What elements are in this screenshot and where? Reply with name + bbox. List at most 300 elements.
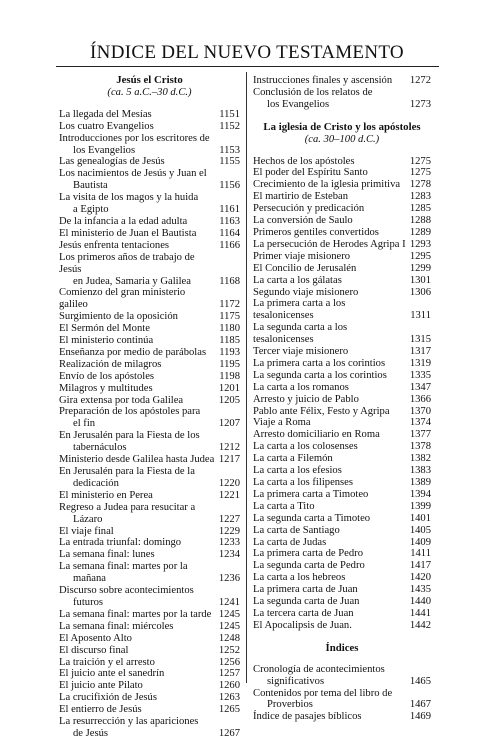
entry-title bbox=[59, 240, 169, 252]
entry-title-continuation: Proverbios bbox=[267, 699, 313, 711]
entry-title-line: La conversión de Saulo bbox=[253, 215, 353, 227]
page-number: 1252 bbox=[218, 644, 240, 656]
entry-title bbox=[59, 216, 187, 228]
toc-entry bbox=[59, 323, 240, 335]
entry-title-continuation: mañana bbox=[73, 573, 106, 585]
entry-title-line: La carta a Filemón bbox=[253, 453, 333, 465]
toc-entry bbox=[253, 203, 431, 215]
page-number: 1467 bbox=[409, 699, 431, 711]
toc-entry bbox=[253, 711, 431, 723]
page-number: 1233 bbox=[218, 537, 240, 549]
entry-title bbox=[253, 620, 352, 632]
entry-title-line: Realización de milagros bbox=[59, 358, 162, 370]
toc-entry bbox=[253, 239, 431, 251]
entry-title bbox=[59, 371, 154, 383]
page-number: 1394 bbox=[409, 488, 431, 500]
entry-title bbox=[59, 252, 215, 288]
entry-title bbox=[59, 621, 173, 633]
entry-title-line: El Apocalipsis de Juan. bbox=[253, 619, 352, 631]
entry-title-line: Cronología de acontecimientos bbox=[253, 663, 385, 675]
toc-entry bbox=[253, 346, 431, 358]
entry-title bbox=[253, 453, 333, 465]
page-number: 1295 bbox=[409, 250, 431, 262]
toc-entry bbox=[59, 383, 240, 395]
entry-title bbox=[253, 711, 362, 723]
entry-title bbox=[253, 215, 353, 227]
page-number: 1156 bbox=[219, 180, 240, 192]
toc-entry bbox=[59, 406, 240, 430]
entry-title-line: La crucifixión de Jesús bbox=[59, 692, 157, 704]
entry-title bbox=[253, 251, 350, 263]
entry-title bbox=[59, 502, 195, 526]
entry-title bbox=[253, 167, 368, 179]
entry-title-line: Surgimiento de la oposición bbox=[59, 311, 178, 323]
page-number: 1166 bbox=[219, 239, 240, 251]
entry-title-line: La entrada triunfal: domingo bbox=[59, 537, 182, 549]
toc-entry bbox=[253, 382, 431, 394]
entry-title-line: Gira extensa por toda Galilea bbox=[59, 394, 184, 406]
toc-entry bbox=[253, 87, 431, 111]
entry-title bbox=[253, 429, 380, 441]
entry-title-line: Jesús enfrenta tentaciones bbox=[59, 239, 170, 251]
page-number: 1217 bbox=[218, 454, 240, 466]
toc-entry bbox=[253, 596, 431, 608]
toc-entry bbox=[253, 513, 431, 525]
toc-entry bbox=[253, 251, 431, 263]
page-number: 1152 bbox=[219, 120, 240, 132]
toc-entry bbox=[253, 263, 431, 275]
entry-title-continuation: a Egipto bbox=[73, 204, 109, 216]
page-number: 1263 bbox=[218, 692, 240, 704]
entry-title bbox=[253, 477, 353, 489]
entry-title bbox=[253, 465, 342, 477]
toc-entry bbox=[59, 502, 240, 526]
toc-entry bbox=[59, 168, 240, 192]
page-number: 1153 bbox=[219, 144, 240, 156]
toc-entry bbox=[59, 192, 240, 216]
entry-title bbox=[59, 430, 200, 454]
entry-title bbox=[59, 585, 194, 609]
entry-title bbox=[253, 75, 392, 87]
page-number: 1289 bbox=[409, 226, 431, 238]
page-number: 1195 bbox=[219, 358, 240, 370]
entry-title-line: El martirio de Esteban bbox=[253, 191, 349, 203]
entry-title-line: Arresto y juicio de Pablo bbox=[253, 393, 359, 405]
entry-title bbox=[59, 549, 155, 561]
page-number: 1273 bbox=[409, 98, 431, 110]
page-number: 1193 bbox=[219, 346, 240, 358]
entry-title-line: Milagros y multitudes bbox=[59, 382, 153, 394]
toc-entry bbox=[59, 680, 240, 692]
entry-title bbox=[59, 192, 198, 216]
entry-title bbox=[59, 133, 210, 157]
entry-title-line: La persecución de Herodes Agripa I bbox=[253, 238, 406, 250]
entry-title-line: La carta a los filipenses bbox=[253, 477, 354, 488]
toc-entry bbox=[59, 121, 240, 133]
toc-entry bbox=[59, 657, 240, 669]
page-number: 1315 bbox=[409, 334, 431, 346]
entry-title bbox=[59, 490, 153, 502]
page-number: 1335 bbox=[409, 369, 431, 381]
entry-title bbox=[59, 406, 200, 430]
entry-title bbox=[59, 466, 195, 490]
entry-title-line: Índice de pasajes bíblicos bbox=[253, 711, 362, 723]
page-number: 1311 bbox=[410, 310, 431, 322]
right-column bbox=[253, 75, 431, 723]
entry-title bbox=[59, 335, 153, 347]
entry-title bbox=[253, 382, 349, 394]
entry-title bbox=[59, 156, 165, 168]
entry-title-line: El discurso final bbox=[59, 644, 129, 656]
entry-title bbox=[253, 322, 406, 346]
entry-title-line: Conclusión de los relatos de bbox=[253, 86, 373, 98]
toc-entry bbox=[59, 430, 240, 454]
entry-title-line: La semana final: lunes bbox=[59, 549, 155, 561]
entry-title bbox=[59, 526, 114, 538]
entry-title bbox=[59, 287, 215, 311]
page-number: 1257 bbox=[218, 668, 240, 680]
entry-title-line: El ministerio continúa bbox=[59, 335, 154, 347]
page-number: 1399 bbox=[409, 500, 431, 512]
page-number: 1299 bbox=[409, 262, 431, 274]
toc-entry bbox=[59, 704, 240, 716]
entry-title-continuation: significativos bbox=[267, 675, 325, 687]
entry-title-line: El entierro de Jesús bbox=[59, 704, 142, 716]
toc-entry bbox=[253, 156, 431, 168]
entry-list-continued bbox=[253, 75, 431, 111]
section-heading-indices: Índices bbox=[325, 641, 359, 654]
entry-title bbox=[253, 156, 355, 168]
toc-entry bbox=[59, 287, 240, 311]
entry-title-continuation: los Evangelios bbox=[73, 144, 136, 156]
column-divider bbox=[246, 72, 247, 683]
page-number: 1465 bbox=[409, 675, 431, 687]
entry-title-line: En Jerusalén para la Fiesta de los bbox=[59, 430, 200, 442]
toc-entry bbox=[253, 227, 431, 239]
toc-entry bbox=[253, 275, 431, 287]
entry-title bbox=[253, 287, 358, 299]
entry-title-line: La segunda carta a los corintios bbox=[253, 369, 387, 381]
toc-entry bbox=[59, 490, 240, 502]
entry-title bbox=[253, 525, 340, 537]
page-number: 1306 bbox=[409, 286, 431, 298]
entry-title bbox=[59, 668, 164, 680]
entry-title-line: Los primeros años de trabajo de Jesús bbox=[59, 251, 195, 275]
page-number: 1405 bbox=[409, 524, 431, 536]
entry-title-line: El Sermón del Monte bbox=[59, 323, 150, 335]
page-number: 1248 bbox=[218, 632, 240, 644]
entry-title-line: La visita de los magos y la huida bbox=[59, 192, 199, 204]
entry-title bbox=[253, 298, 406, 322]
toc-entry bbox=[253, 688, 431, 712]
toc-entry bbox=[59, 133, 240, 157]
entry-title bbox=[253, 572, 345, 584]
entry-title bbox=[253, 664, 385, 688]
entry-title-continuation: dedicación bbox=[73, 477, 119, 489]
entry-title-line: El Concilio de Jerusalén bbox=[253, 262, 357, 274]
entry-title bbox=[59, 657, 155, 669]
toc-entry bbox=[59, 645, 240, 657]
page-number: 1411 bbox=[410, 548, 431, 560]
entry-title-line: Viaje a Roma bbox=[253, 417, 311, 429]
entry-title bbox=[253, 203, 364, 215]
entry-title-line: La carta a los colosenses bbox=[253, 441, 358, 453]
entry-list-indices bbox=[253, 664, 431, 724]
toc-entry bbox=[253, 477, 431, 489]
entry-title bbox=[59, 454, 214, 466]
page-number: 1161 bbox=[219, 204, 240, 216]
page-number: 1265 bbox=[218, 704, 240, 716]
entry-title bbox=[253, 417, 311, 429]
toc-entry bbox=[253, 215, 431, 227]
left-column bbox=[59, 75, 240, 740]
page-number: 1370 bbox=[409, 405, 431, 417]
entry-title bbox=[59, 645, 128, 657]
toc-entry bbox=[253, 548, 431, 560]
toc-entry bbox=[59, 311, 240, 323]
page-number: 1378 bbox=[409, 441, 431, 453]
entry-title-line: En Jerusalén para la Fiesta de la bbox=[59, 466, 195, 477]
page-number: 1245 bbox=[218, 608, 240, 620]
entry-title-line: La llegada del Mesías bbox=[59, 108, 152, 120]
entry-title-line: La segunda carta a los tesalonicenses bbox=[253, 322, 348, 346]
toc-entry bbox=[253, 664, 431, 688]
entry-title-line: La primera carta a Timoteo bbox=[253, 488, 369, 500]
page-number: 1401 bbox=[409, 512, 431, 524]
entry-title bbox=[59, 121, 154, 133]
entry-title bbox=[59, 692, 157, 704]
entry-title-line: Segundo viaje misionero bbox=[253, 286, 359, 298]
page-number: 1267 bbox=[218, 727, 240, 739]
entry-title bbox=[253, 346, 348, 358]
entry-title-line: La segunda carta a Timoteo bbox=[253, 512, 371, 524]
page-number: 1374 bbox=[409, 417, 431, 429]
entry-title bbox=[59, 680, 143, 692]
page-number: 1293 bbox=[409, 238, 431, 250]
toc-entry bbox=[59, 585, 240, 609]
entry-title bbox=[253, 441, 358, 453]
title-rule bbox=[56, 66, 439, 67]
entry-title-continuation: Lázaro bbox=[73, 513, 103, 525]
toc-entry bbox=[253, 572, 431, 584]
page-number: 1382 bbox=[409, 453, 431, 465]
toc-entry bbox=[59, 466, 240, 490]
entry-title-line: La primera carta a los corintios bbox=[253, 357, 386, 369]
toc-entry bbox=[59, 454, 240, 466]
entry-title bbox=[253, 584, 358, 596]
toc-entry bbox=[59, 668, 240, 680]
page-number: 1317 bbox=[409, 346, 431, 358]
toc-entry bbox=[253, 584, 431, 596]
entry-title bbox=[59, 561, 188, 585]
toc-entry bbox=[59, 716, 240, 740]
entry-title-line: La carta a los romanos bbox=[253, 381, 349, 393]
page-number: 1383 bbox=[409, 465, 431, 477]
toc-entry bbox=[253, 608, 431, 620]
entry-title-line: Pablo ante Félix, Festo y Agripa bbox=[253, 405, 390, 417]
toc-entry bbox=[59, 335, 240, 347]
entry-title-line: La carta de Judas bbox=[253, 536, 327, 548]
entry-title bbox=[253, 263, 356, 275]
page-number: 1201 bbox=[218, 382, 240, 394]
entry-title bbox=[253, 537, 326, 549]
toc-entry bbox=[59, 395, 240, 407]
entry-title bbox=[59, 109, 152, 121]
entry-title bbox=[59, 228, 196, 240]
page-number: 1212 bbox=[218, 442, 240, 454]
entry-title-line: Enseñanza por medio de parábolas bbox=[59, 346, 207, 358]
toc-entry bbox=[253, 525, 431, 537]
page-number: 1185 bbox=[219, 335, 240, 347]
toc-entry bbox=[59, 621, 240, 633]
entry-title bbox=[59, 359, 161, 371]
entry-title bbox=[59, 704, 142, 716]
page-number: 1234 bbox=[218, 549, 240, 561]
toc-entry bbox=[59, 561, 240, 585]
entry-title-line: El juicio ante Pilato bbox=[59, 680, 143, 692]
entry-title-continuation: en Judea, Samaria y Galilea bbox=[73, 275, 191, 287]
toc-entry bbox=[253, 441, 431, 453]
entry-title-line: Regreso a Judea para resucitar a bbox=[59, 501, 196, 513]
entry-title-line: La segunda carta de Juan bbox=[253, 596, 360, 608]
entry-title-line: El ministerio en Perea bbox=[59, 489, 153, 501]
entry-title bbox=[253, 239, 406, 251]
toc-entry bbox=[253, 358, 431, 370]
entry-title bbox=[59, 716, 198, 740]
page-number: 1221 bbox=[218, 489, 240, 501]
entry-title-line: La segunda carta de Pedro bbox=[253, 560, 365, 572]
page-number: 1155 bbox=[219, 156, 240, 168]
page-number: 1435 bbox=[409, 584, 431, 596]
entry-title bbox=[253, 370, 387, 382]
toc-entry bbox=[253, 453, 431, 465]
page-number: 1151 bbox=[219, 108, 240, 120]
page-number: 1163 bbox=[219, 215, 240, 227]
page-number: 1409 bbox=[409, 536, 431, 548]
toc-entry bbox=[59, 109, 240, 121]
entry-title-line: Hechos de los apóstoles bbox=[253, 155, 355, 167]
page-number: 1180 bbox=[219, 323, 240, 335]
entry-title-line: La primera carta de Pedro bbox=[253, 548, 363, 560]
page-number: 1175 bbox=[219, 311, 240, 323]
toc-entry bbox=[253, 465, 431, 477]
page-number: 1164 bbox=[219, 227, 240, 239]
entry-title bbox=[253, 358, 385, 370]
entry-title-line: Ministerio desde Galilea hasta Judea bbox=[59, 454, 215, 466]
entry-title-line: Comienzo del gran ministerio galileo bbox=[59, 287, 186, 311]
toc-entry bbox=[253, 620, 431, 632]
entry-title bbox=[253, 394, 359, 406]
page-number: 1420 bbox=[409, 572, 431, 584]
toc-entry bbox=[59, 692, 240, 704]
entry-title bbox=[253, 191, 348, 203]
entry-title bbox=[59, 347, 206, 359]
entry-title bbox=[59, 633, 132, 645]
entry-title bbox=[59, 311, 178, 323]
entry-title bbox=[253, 489, 368, 501]
entry-title-line: El juicio ante el sanedrín bbox=[59, 668, 165, 680]
page-number: 1260 bbox=[218, 680, 240, 692]
section-heading-church: La iglesia de Cristo y los apóstoles bbox=[263, 120, 421, 133]
entry-title-continuation: de Jesús bbox=[73, 727, 109, 739]
page-number: 1347 bbox=[409, 381, 431, 393]
entry-title bbox=[253, 275, 342, 287]
entry-title-line: Primeros gentiles convertidos bbox=[253, 226, 379, 238]
entry-list-jesus bbox=[59, 109, 240, 740]
entry-title bbox=[253, 87, 372, 111]
entry-title-line: Preparación de los apóstoles para bbox=[59, 406, 201, 418]
entry-title bbox=[59, 323, 150, 335]
entry-title bbox=[59, 168, 207, 192]
page-number: 1241 bbox=[218, 596, 240, 608]
toc-entry bbox=[59, 347, 240, 359]
entry-title-line: Persecución y predicación bbox=[253, 203, 365, 215]
page-number: 1172 bbox=[219, 299, 240, 311]
page-number: 1417 bbox=[409, 560, 431, 572]
page-number: 1440 bbox=[409, 596, 431, 608]
entry-title-line: La semana final: miércoles bbox=[59, 620, 174, 632]
toc-entry bbox=[253, 298, 431, 322]
toc-entry bbox=[59, 537, 240, 549]
toc-entry bbox=[253, 287, 431, 299]
entry-title-continuation: tabernáculos bbox=[73, 442, 127, 454]
toc-entry bbox=[253, 501, 431, 513]
page-number: 1469 bbox=[409, 711, 431, 723]
entry-title-line: La semana final: martes por la bbox=[59, 561, 188, 573]
toc-entry bbox=[59, 240, 240, 252]
entry-title-line: El Aposento Alto bbox=[59, 632, 132, 644]
toc-entry bbox=[59, 526, 240, 538]
entry-title bbox=[253, 513, 370, 525]
section-dates-church: (ca. 30–100 d.C.) bbox=[304, 133, 380, 145]
page-title: ÍNDICE DEL NUEVO TESTAMENTO bbox=[90, 42, 404, 63]
entry-list-church bbox=[253, 156, 431, 632]
entry-title bbox=[253, 596, 359, 608]
entry-title-line: Las genealogías de Jesús bbox=[59, 156, 165, 168]
page-number: 1275 bbox=[409, 167, 431, 179]
entry-title-line: El viaje final bbox=[59, 525, 114, 537]
page-number: 1220 bbox=[218, 477, 240, 489]
entry-title-line: Discurso sobre acontecimientos bbox=[59, 585, 194, 597]
page-number: 1198 bbox=[219, 370, 240, 382]
section-dates-jesus: (ca. 5 a.C.–30 d.C.) bbox=[107, 86, 192, 98]
toc-entry bbox=[253, 489, 431, 501]
toc-entry bbox=[253, 429, 431, 441]
toc-entry bbox=[59, 371, 240, 383]
toc-entry bbox=[59, 633, 240, 645]
entry-title-line: El ministerio de Juan el Bautista bbox=[59, 227, 197, 239]
toc-entry bbox=[253, 560, 431, 572]
page-number: 1229 bbox=[218, 525, 240, 537]
entry-title bbox=[59, 537, 181, 549]
page-number: 1227 bbox=[218, 513, 240, 525]
entry-title bbox=[253, 227, 379, 239]
toc-entry bbox=[59, 359, 240, 371]
toc-entry bbox=[253, 406, 431, 418]
page-number: 1377 bbox=[409, 429, 431, 441]
page-number: 1389 bbox=[409, 477, 431, 488]
entry-title-line: Los nacimientos de Jesús y Juan el bbox=[59, 168, 207, 180]
toc-entry bbox=[253, 167, 431, 179]
toc-entry bbox=[59, 216, 240, 228]
page-number: 1442 bbox=[409, 619, 431, 631]
entry-title bbox=[253, 688, 392, 712]
section-heading-jesus: Jesús el Cristo bbox=[116, 74, 183, 86]
entry-title-line: Contenidos por tema del libro de bbox=[253, 687, 393, 699]
page-number: 1205 bbox=[218, 394, 240, 406]
page-number: 1168 bbox=[219, 275, 240, 287]
entry-title-continuation: futuros bbox=[73, 596, 104, 608]
